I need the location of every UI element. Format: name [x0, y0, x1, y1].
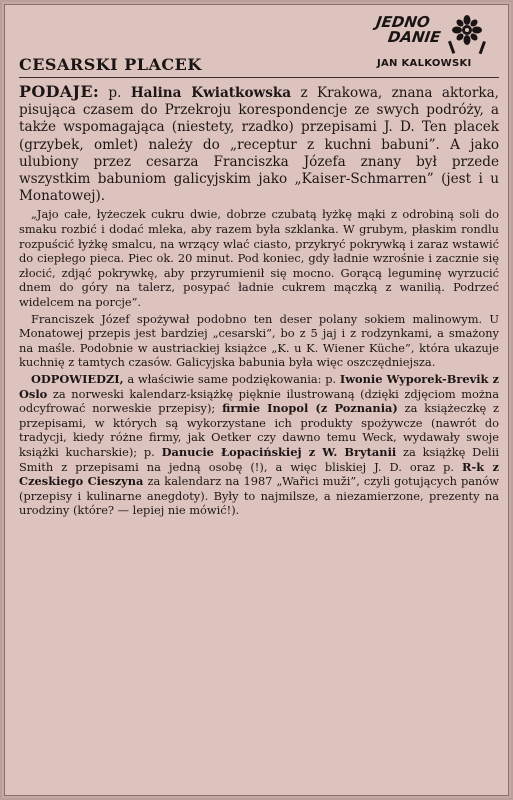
logo-author: JAN KALKOWSKI	[377, 58, 472, 69]
logo-wordmark	[373, 15, 455, 45]
recipe-paragraph: „Jajo całe, łyżeczek cukru dwie, dobrze czubatą łyżkę mąki z odrobiną soli do smaku rozbić i dodać mleka, aby razem była szklanka. W grubym, płaskim rondlu rozpuścić łyżkę smalcu, na wrzący wlać ciasto, przykryć pokrywką i zaraz wstawić do ciepłego pieca. Piec ok. 20 minut. Pod koniec, gdy ładnie wzrośnie i zacznie się złocić, zdjąć pokrywkę, aby przyrumienił się mocno. Gorącą leguminę wyrzucić dnem do góry na talerz, posypać ładnie cukrem mączką z wanilią. Podrzeć widelcem na porcje”.	[19, 207, 499, 309]
answers-text-5: za kalendarz na 1987 „Wařici muži”, czyli gotujących panów (przepisy i kulinarne anegdoty). Były to najmilsze, a niezamierzone, prezenty na urodziny (które? — lepiej nie mówić!).	[19, 474, 500, 518]
comment-paragraph: Franciszek Józef spożywał podobno ten deser polany sokiem malinowym. U Monatowej przepis jest bardziej „cesarski”, bo z 5 jaj i z rodzynkami, a smażony na maśle. Podobnie w austriackiej książce „K. u K. Wiener Küche”, która ukazuje kuchnię z tamtych czasów. Galicyjska babunia była więc oszczędniejsza.	[19, 311, 499, 370]
answers-text-3: za książeczkę z przepisami, w których są wykorzystane ich produkty spożywcze (nawrót do tradycji, kiedy różne firmy, jak Oetker czy dawno temu Weck, wydawały swoje książki kucharskie); p.	[19, 401, 500, 459]
article-body	[19, 83, 499, 518]
logo-word-2: DANIE	[386, 28, 442, 46]
answers-name-3: Danucie Łopacińskiej z W. Brytanii	[161, 444, 397, 459]
answers-paragraph	[19, 372, 499, 518]
lead-word: PODAJE:	[19, 82, 100, 101]
answers-name-4: R-k z Czeskiego Cieszyna	[19, 459, 499, 489]
lead-text: z Krakowa, znana aktorka, pisująca czasem do Przekroju korespondencje ze swych podróży, a także wspomagająca (niestety, rzadko) przepisami J. D. Ten placek (grzybek, omlet) należy do „receptur z kuchni babuni”. A jako ulubiony przez cesarza Franciszka Józefa znany był przede wszystkim babuniom galicyjskim jako „Kaiser-Schmarren” (jest i u Monatowej).	[19, 85, 500, 205]
column-logo	[375, 15, 493, 73]
lead-paragraph	[19, 83, 499, 205]
header	[19, 15, 499, 73]
answers-name-1: Iwonie Wyporek-Brevik z Oslo	[19, 371, 499, 401]
newspaper-clipping	[4, 4, 509, 796]
title-divider	[19, 77, 499, 78]
answers-text-1: a właściwie same podziękowania: p.	[127, 371, 337, 386]
lead-name-prefix: p.	[108, 85, 122, 101]
cutlery-flower-icon	[447, 15, 487, 55]
author-name: Halina Kwiatkowska	[130, 85, 292, 101]
column	[19, 15, 499, 785]
article-title: CESARSKI PLACEK	[19, 55, 202, 74]
answers-text-2: za norweski kalendarz-książkę pięknie ilustrowaną (dzięki zdjęciom można odcyfrować norweskie przepisy);	[19, 386, 499, 416]
answers-heading: ODPOWIEDZI,	[31, 371, 124, 386]
answers-name-2: firmie Inopol (z Poznania)	[222, 401, 398, 416]
answers-text-4: za książkę Delii Smith z przepisami na jedną osobę (!), a więc bliskiej J. D. oraz p.	[19, 444, 499, 474]
logo-word-1: JEDNO	[374, 13, 431, 31]
